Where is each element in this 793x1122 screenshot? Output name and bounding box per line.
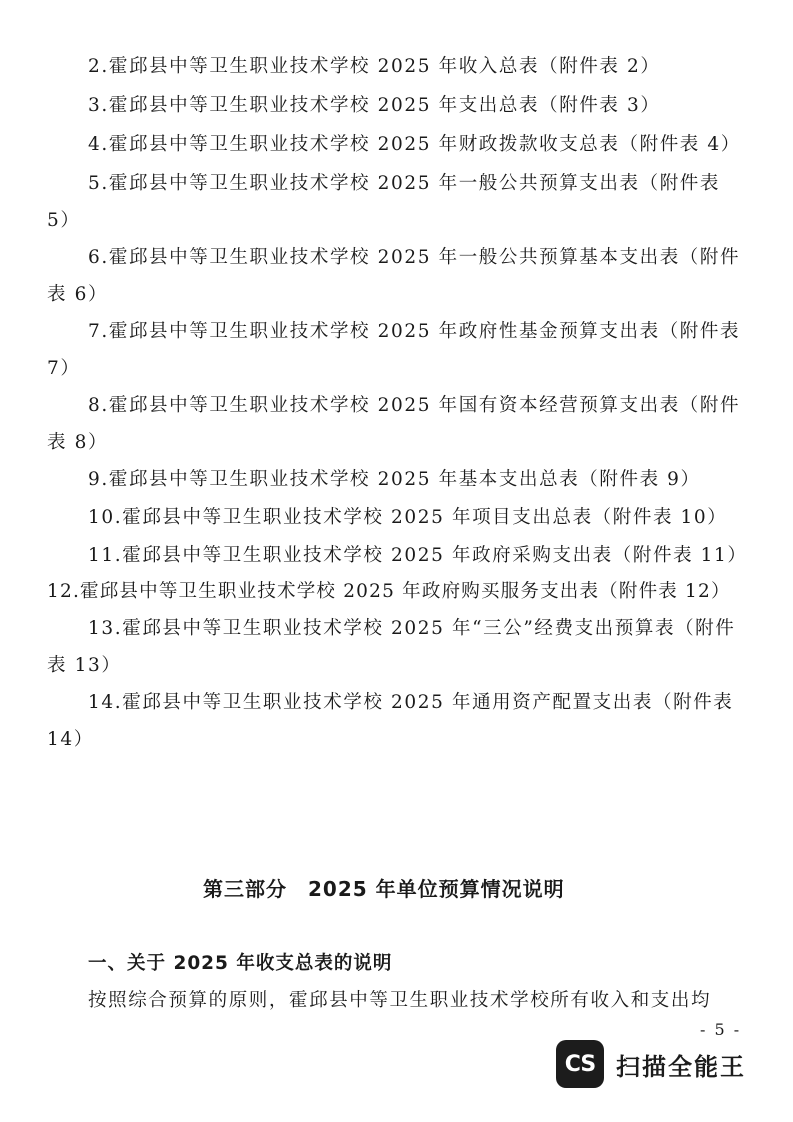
- list-item-12: 12.霍邱县中等卫生职业技术学校 2025 年政府购买服务支出表（附件表 12）: [47, 581, 731, 602]
- body-text: 按照综合预算的原则，霍邱县中等卫生职业技术学校所有收入和支出均: [88, 990, 712, 1011]
- list-item-13-cont: 表 13）: [47, 655, 122, 676]
- list-item-3: 3.霍邱县中等卫生职业技术学校 2025 年支出总表（附件表 3）: [88, 95, 661, 116]
- list-item-8-cont: 表 8）: [47, 432, 109, 453]
- section-title: 第三部分 2025 年单位预算情况说明: [203, 877, 565, 901]
- list-item-6: 6.霍邱县中等卫生职业技术学校 2025 年一般公共预算基本支出表（附件: [88, 247, 741, 268]
- list-item-4: 4.霍邱县中等卫生职业技术学校 2025 年财政拨款收支总表（附件表 4）: [88, 134, 741, 155]
- list-item-8: 8.霍邱县中等卫生职业技术学校 2025 年国有资本经营预算支出表（附件: [88, 395, 741, 416]
- list-item-13: 13.霍邱县中等卫生职业技术学校 2025 年“三公”经费支出预算表（附件: [88, 618, 736, 639]
- watermark-text: 扫描全能王: [616, 1052, 746, 1081]
- subsection-title: 一、关于 2025 年收支总表的说明: [88, 953, 393, 974]
- list-item-10: 10.霍邱县中等卫生职业技术学校 2025 年项目支出总表（附件表 10）: [88, 507, 728, 528]
- list-item-14-cont: 14）: [47, 729, 94, 750]
- list-item-2: 2.霍邱县中等卫生职业技术学校 2025 年收入总表（附件表 2）: [88, 56, 661, 77]
- list-item-9: 9.霍邱县中等卫生职业技术学校 2025 年基本支出总表（附件表 9）: [88, 469, 701, 490]
- list-item-5: 5.霍邱县中等卫生职业技术学校 2025 年一般公共预算支出表（附件表: [88, 173, 720, 194]
- page-number: - 5 -: [700, 1020, 742, 1039]
- camscanner-logo-icon: CS: [556, 1040, 604, 1088]
- list-item-7: 7.霍邱县中等卫生职业技术学校 2025 年政府性基金预算支出表（附件表: [88, 321, 741, 342]
- list-item-14: 14.霍邱县中等卫生职业技术学校 2025 年通用资产配置支出表（附件表: [88, 692, 734, 713]
- list-item-11: 11.霍邱县中等卫生职业技术学校 2025 年政府采购支出表（附件表 11）: [88, 545, 748, 566]
- list-item-7-cont: 7）: [47, 358, 81, 379]
- list-item-5-cont: 5）: [47, 210, 81, 231]
- scanner-watermark: [556, 1036, 746, 1092]
- list-item-6-cont: 表 6）: [47, 284, 109, 305]
